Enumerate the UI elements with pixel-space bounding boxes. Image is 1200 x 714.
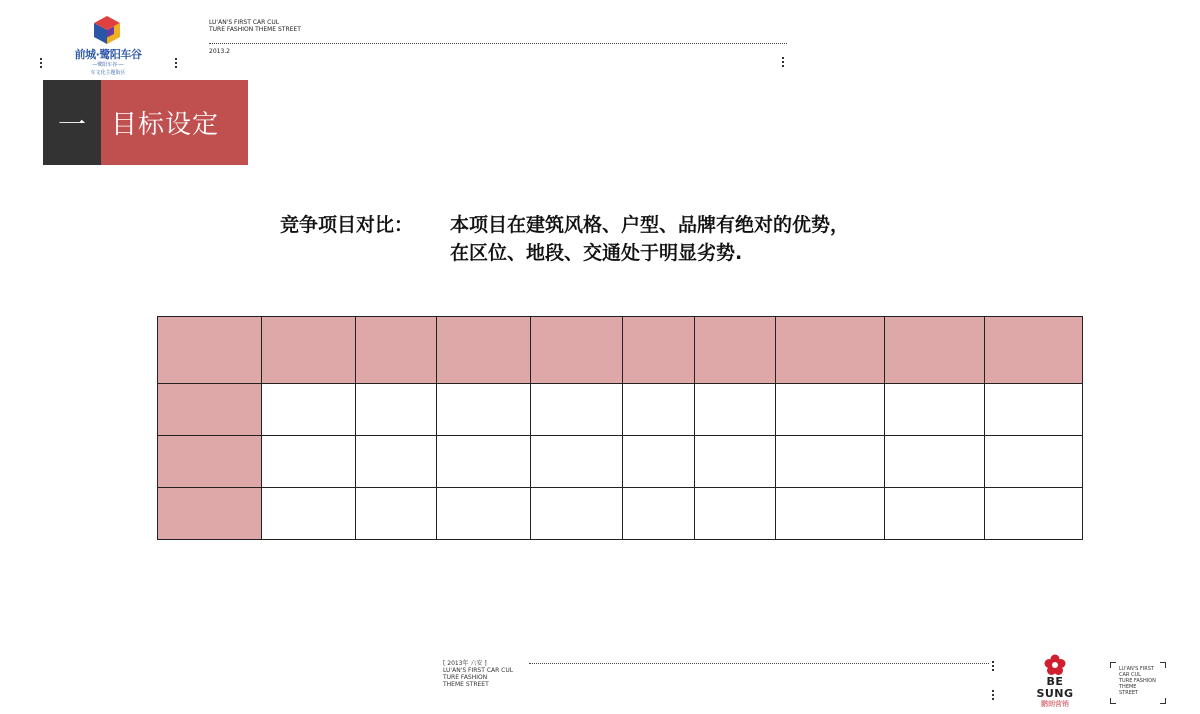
table-cell xyxy=(355,384,436,436)
table-cell xyxy=(775,488,884,540)
table-cell xyxy=(775,384,884,436)
table-cell xyxy=(355,436,436,488)
table-header-row xyxy=(158,317,1083,384)
table-header-cell xyxy=(436,317,530,384)
header-title xyxy=(209,19,301,33)
footer-line1: LU'AN'S FIRST CAR CUL xyxy=(443,667,514,674)
header-dots-right xyxy=(782,57,786,67)
table-header-cell xyxy=(158,317,262,384)
table-cell xyxy=(355,488,436,540)
table-cell xyxy=(694,436,775,488)
table-cell xyxy=(885,488,984,540)
table-cell xyxy=(436,488,530,540)
table-cell xyxy=(436,436,530,488)
footer-line3: THEME STREET xyxy=(443,681,489,688)
table-cell xyxy=(623,436,694,488)
table-header-cell xyxy=(694,317,775,384)
brand-name: BE SUNG xyxy=(1036,675,1074,700)
header-dots-mid xyxy=(175,58,179,68)
footer-text xyxy=(443,660,513,688)
header-divider xyxy=(209,43,787,44)
table-cell xyxy=(262,436,355,488)
company-logo xyxy=(66,14,150,78)
table-cell xyxy=(623,384,694,436)
table-cell xyxy=(623,488,694,540)
logo-name: 前城·鹭阳车谷 xyxy=(74,48,142,61)
brand-subtitle: 鹏朗营销 xyxy=(1041,700,1069,708)
corner-mark xyxy=(1160,698,1166,704)
statement-line1: 本项目在建筑风格、户型、品牌有绝对的优势， xyxy=(450,214,850,236)
table-header-cell xyxy=(885,317,984,384)
table-header-cell xyxy=(775,317,884,384)
logo-tagline: —鹭阳车谷·— xyxy=(92,62,124,68)
table-cell xyxy=(885,436,984,488)
corner-text: LU'AN'S FIRST CAR CUL TURE FASHION THEME STREET xyxy=(1119,666,1156,696)
besung-logo xyxy=(1026,654,1084,706)
table-cell xyxy=(775,436,884,488)
comparison-table xyxy=(157,316,1083,540)
footer-corner-box xyxy=(1110,662,1166,704)
table-cell xyxy=(694,384,775,436)
header-dots-left xyxy=(40,58,44,68)
table-header-cell xyxy=(531,317,623,384)
table-row-header xyxy=(158,436,262,488)
cube-logo-icon xyxy=(92,16,122,44)
footer-dots-top xyxy=(992,661,996,671)
table-cell xyxy=(984,488,1082,540)
footer-tag: [ 2013年 六安 ] xyxy=(443,660,487,667)
footer-line2: TURE FASHION xyxy=(443,674,488,681)
table-header-cell xyxy=(623,317,694,384)
table-cell xyxy=(885,384,984,436)
footer-dots-bottom xyxy=(992,690,996,700)
table-cell xyxy=(531,488,623,540)
table-row-header xyxy=(158,488,262,540)
table-row xyxy=(158,384,1083,436)
logo-subline: 车文化主题街区 xyxy=(90,70,126,76)
section-title: 目标设定 xyxy=(101,80,248,165)
statement-label: 竞争项目对比： xyxy=(280,214,414,236)
header-date: 2013.2 xyxy=(209,48,230,55)
corner-mark xyxy=(1160,662,1166,668)
table-cell xyxy=(694,488,775,540)
table-cell xyxy=(262,384,355,436)
table-cell xyxy=(262,488,355,540)
table-row-header xyxy=(158,384,262,436)
section-number: 一 xyxy=(43,80,101,165)
footer-divider xyxy=(529,663,989,664)
corner-mark xyxy=(1110,662,1116,668)
table-row xyxy=(158,436,1083,488)
table-cell xyxy=(984,436,1082,488)
table-cell xyxy=(531,436,623,488)
table-cell xyxy=(984,384,1082,436)
statement-line2: 在区位、地段、交通处于明显劣势. xyxy=(450,242,743,264)
header-title-line2: TURE FASHION THEME STREET xyxy=(209,26,301,33)
corner-mark xyxy=(1110,698,1116,704)
comparison-statement xyxy=(280,211,849,267)
table-cell xyxy=(531,384,623,436)
table-header-cell xyxy=(984,317,1082,384)
table-row xyxy=(158,488,1083,540)
flower-logo-icon xyxy=(1044,654,1066,676)
table-header-cell xyxy=(355,317,436,384)
table-header-cell xyxy=(262,317,355,384)
header-title-line1: LU'AN'S FIRST CAR CUL xyxy=(209,19,280,26)
table-cell xyxy=(436,384,530,436)
